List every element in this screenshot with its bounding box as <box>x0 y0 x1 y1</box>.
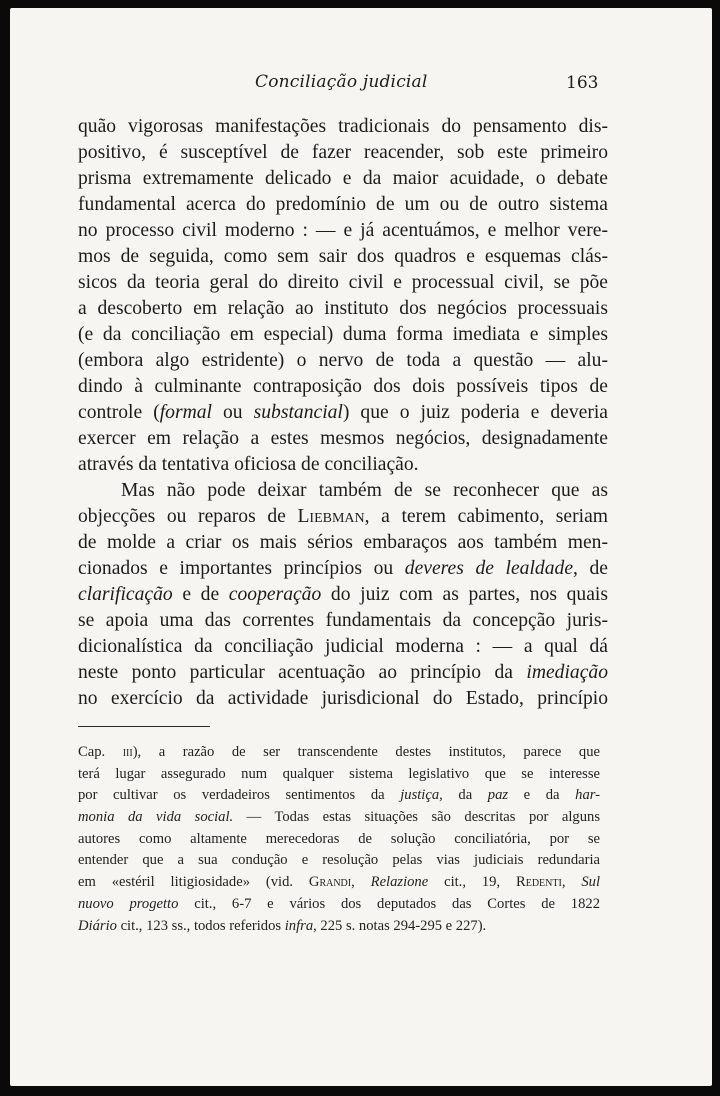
footnote-line <box>78 894 600 916</box>
text-run: cit., 123 ss., todos referidos <box>116 917 285 934</box>
text-line: positivo, é susceptível de fazer reacender, sob este primeiro <box>78 142 608 163</box>
emphasis: monia da vida social. <box>78 809 234 826</box>
text-run: e de <box>172 584 229 605</box>
text-line: quão vigorosas manifestações tradicionais do pensamento dis- <box>78 116 608 137</box>
text-run: , a terem cabimento, seriam <box>364 506 609 527</box>
text-line: a descoberto em relação ao instituto dos negócios processuais <box>78 298 608 319</box>
footnote-line: autores como altamente merecedoras de solução conciliatória, por se <box>78 830 600 847</box>
text-run: ) que o juiz poderia e deveria <box>342 402 608 423</box>
text-line: no processo civil moderno : — e já acentuámos, e melhor vere- <box>78 220 608 241</box>
text-run: , <box>561 874 582 891</box>
emphasis: Sul <box>581 874 601 891</box>
text-line: no exercício da actividade jurisdicional do Estado, princípio <box>78 688 608 709</box>
text-line: mos de seguida, como sem sair dos quadros e esquemas clás- <box>78 246 608 267</box>
text-run: em «estéril litigiosidade» (vid. <box>78 874 309 891</box>
text-line: prisma extremamente delicado e da maior acuidade, o debate <box>78 168 608 189</box>
text-run: , 225 s. notas 294-295 e 227). <box>313 917 487 934</box>
emphasis: har- <box>575 787 600 804</box>
text-line <box>78 400 608 426</box>
text-run: por cultivar os verdadeiros sentimentos da <box>78 787 401 804</box>
emphasis: deveres de lealdade <box>404 558 574 579</box>
text-line: (e da conciliação em especial) duma forma imediata e simples <box>78 324 608 345</box>
emphasis: substancial <box>253 402 343 423</box>
text-line: dindo à culminante contraposição dos dois possíveis tipos de <box>78 376 608 397</box>
text-run: , da <box>439 787 488 804</box>
text-line: dicionalística da conciliação judicial moderna : — a qual dá <box>78 636 608 657</box>
footnote <box>78 742 600 937</box>
text-run: cit., 19, <box>428 874 516 891</box>
text-line: exercer em relação a estes mesmos negócios, designadamente <box>78 428 608 449</box>
footnote-line <box>78 872 600 894</box>
emphasis: nuovo progetto <box>78 895 179 912</box>
footnote-line <box>78 742 600 764</box>
running-header <box>10 72 712 98</box>
text-run: Cap. <box>78 744 123 760</box>
footnote-line: entender que a sua condução e resolução pelas vias judiciais redundaria <box>78 852 600 869</box>
text-line: através da tentativa oficiosa de conciliação. <box>78 454 419 475</box>
emphasis: justiça <box>400 787 440 804</box>
text-run: objecções ou reparos de <box>78 506 298 527</box>
text-run: cit., 6-7 e vários dos deputados das Cortes de 1822 <box>178 895 600 912</box>
text-line <box>78 582 608 608</box>
running-title: Conciliação judicial <box>255 72 428 92</box>
emphasis: infra <box>284 917 314 934</box>
text-run: controle ( <box>78 402 160 423</box>
author-name: Redenti <box>515 874 562 891</box>
text-run: e da <box>508 787 576 804</box>
roman-numeral: iii <box>122 744 133 760</box>
emphasis: clarificação <box>78 584 173 605</box>
text-line: fundamental acerca do predomínio de um ou de outro sistema <box>78 194 608 215</box>
text-line <box>78 504 608 530</box>
text-run: do juiz com as partes, nos quais <box>321 584 608 605</box>
main-text <box>78 114 608 712</box>
text-line: Mas não pode deixar também de se reconhecer que as <box>121 480 608 501</box>
emphasis: formal <box>159 402 212 423</box>
text-run: , de <box>573 558 608 579</box>
emphasis: Relazione <box>370 874 429 891</box>
text-run: neste ponto particular acentuação ao princípio da <box>78 662 527 683</box>
author-name: Liebman <box>297 506 365 527</box>
footnote-line <box>78 785 600 807</box>
text-line: de molde a criar os mais sérios embaraços aos também men- <box>78 532 608 553</box>
footnote-separator <box>78 726 210 727</box>
text-run: cionados e importantes princípios ou <box>78 558 405 579</box>
footnote-line: terá lugar assegurado num qualquer sistema legislativo que se interesse <box>78 765 600 782</box>
text-line <box>78 660 608 686</box>
text-line: sicos da teoria geral do direito civil e processual civil, se põe <box>78 272 608 293</box>
emphasis: Diário <box>78 917 117 934</box>
footnote-line <box>78 916 600 938</box>
text-line: (embora algo estridente) o nervo de toda a questão — alu- <box>78 350 608 371</box>
page-number: 163 <box>566 73 599 93</box>
book-page <box>10 8 712 1086</box>
emphasis: imediação <box>526 662 608 683</box>
footnote-line <box>78 807 600 829</box>
text-line: se apoia uma das correntes fundamentais da concepção juris- <box>78 610 608 631</box>
author-name: Grandi <box>308 874 352 891</box>
emphasis: cooperação <box>228 584 322 605</box>
emphasis: paz <box>487 787 509 804</box>
text-run: — Todas estas situações são descritas por alguns <box>233 809 600 826</box>
text-line <box>78 556 608 582</box>
text-run: ou <box>212 402 254 423</box>
text-run: ), a razão de ser transcendente destes institutos, parece que <box>132 744 600 760</box>
text-run: , <box>351 874 371 891</box>
